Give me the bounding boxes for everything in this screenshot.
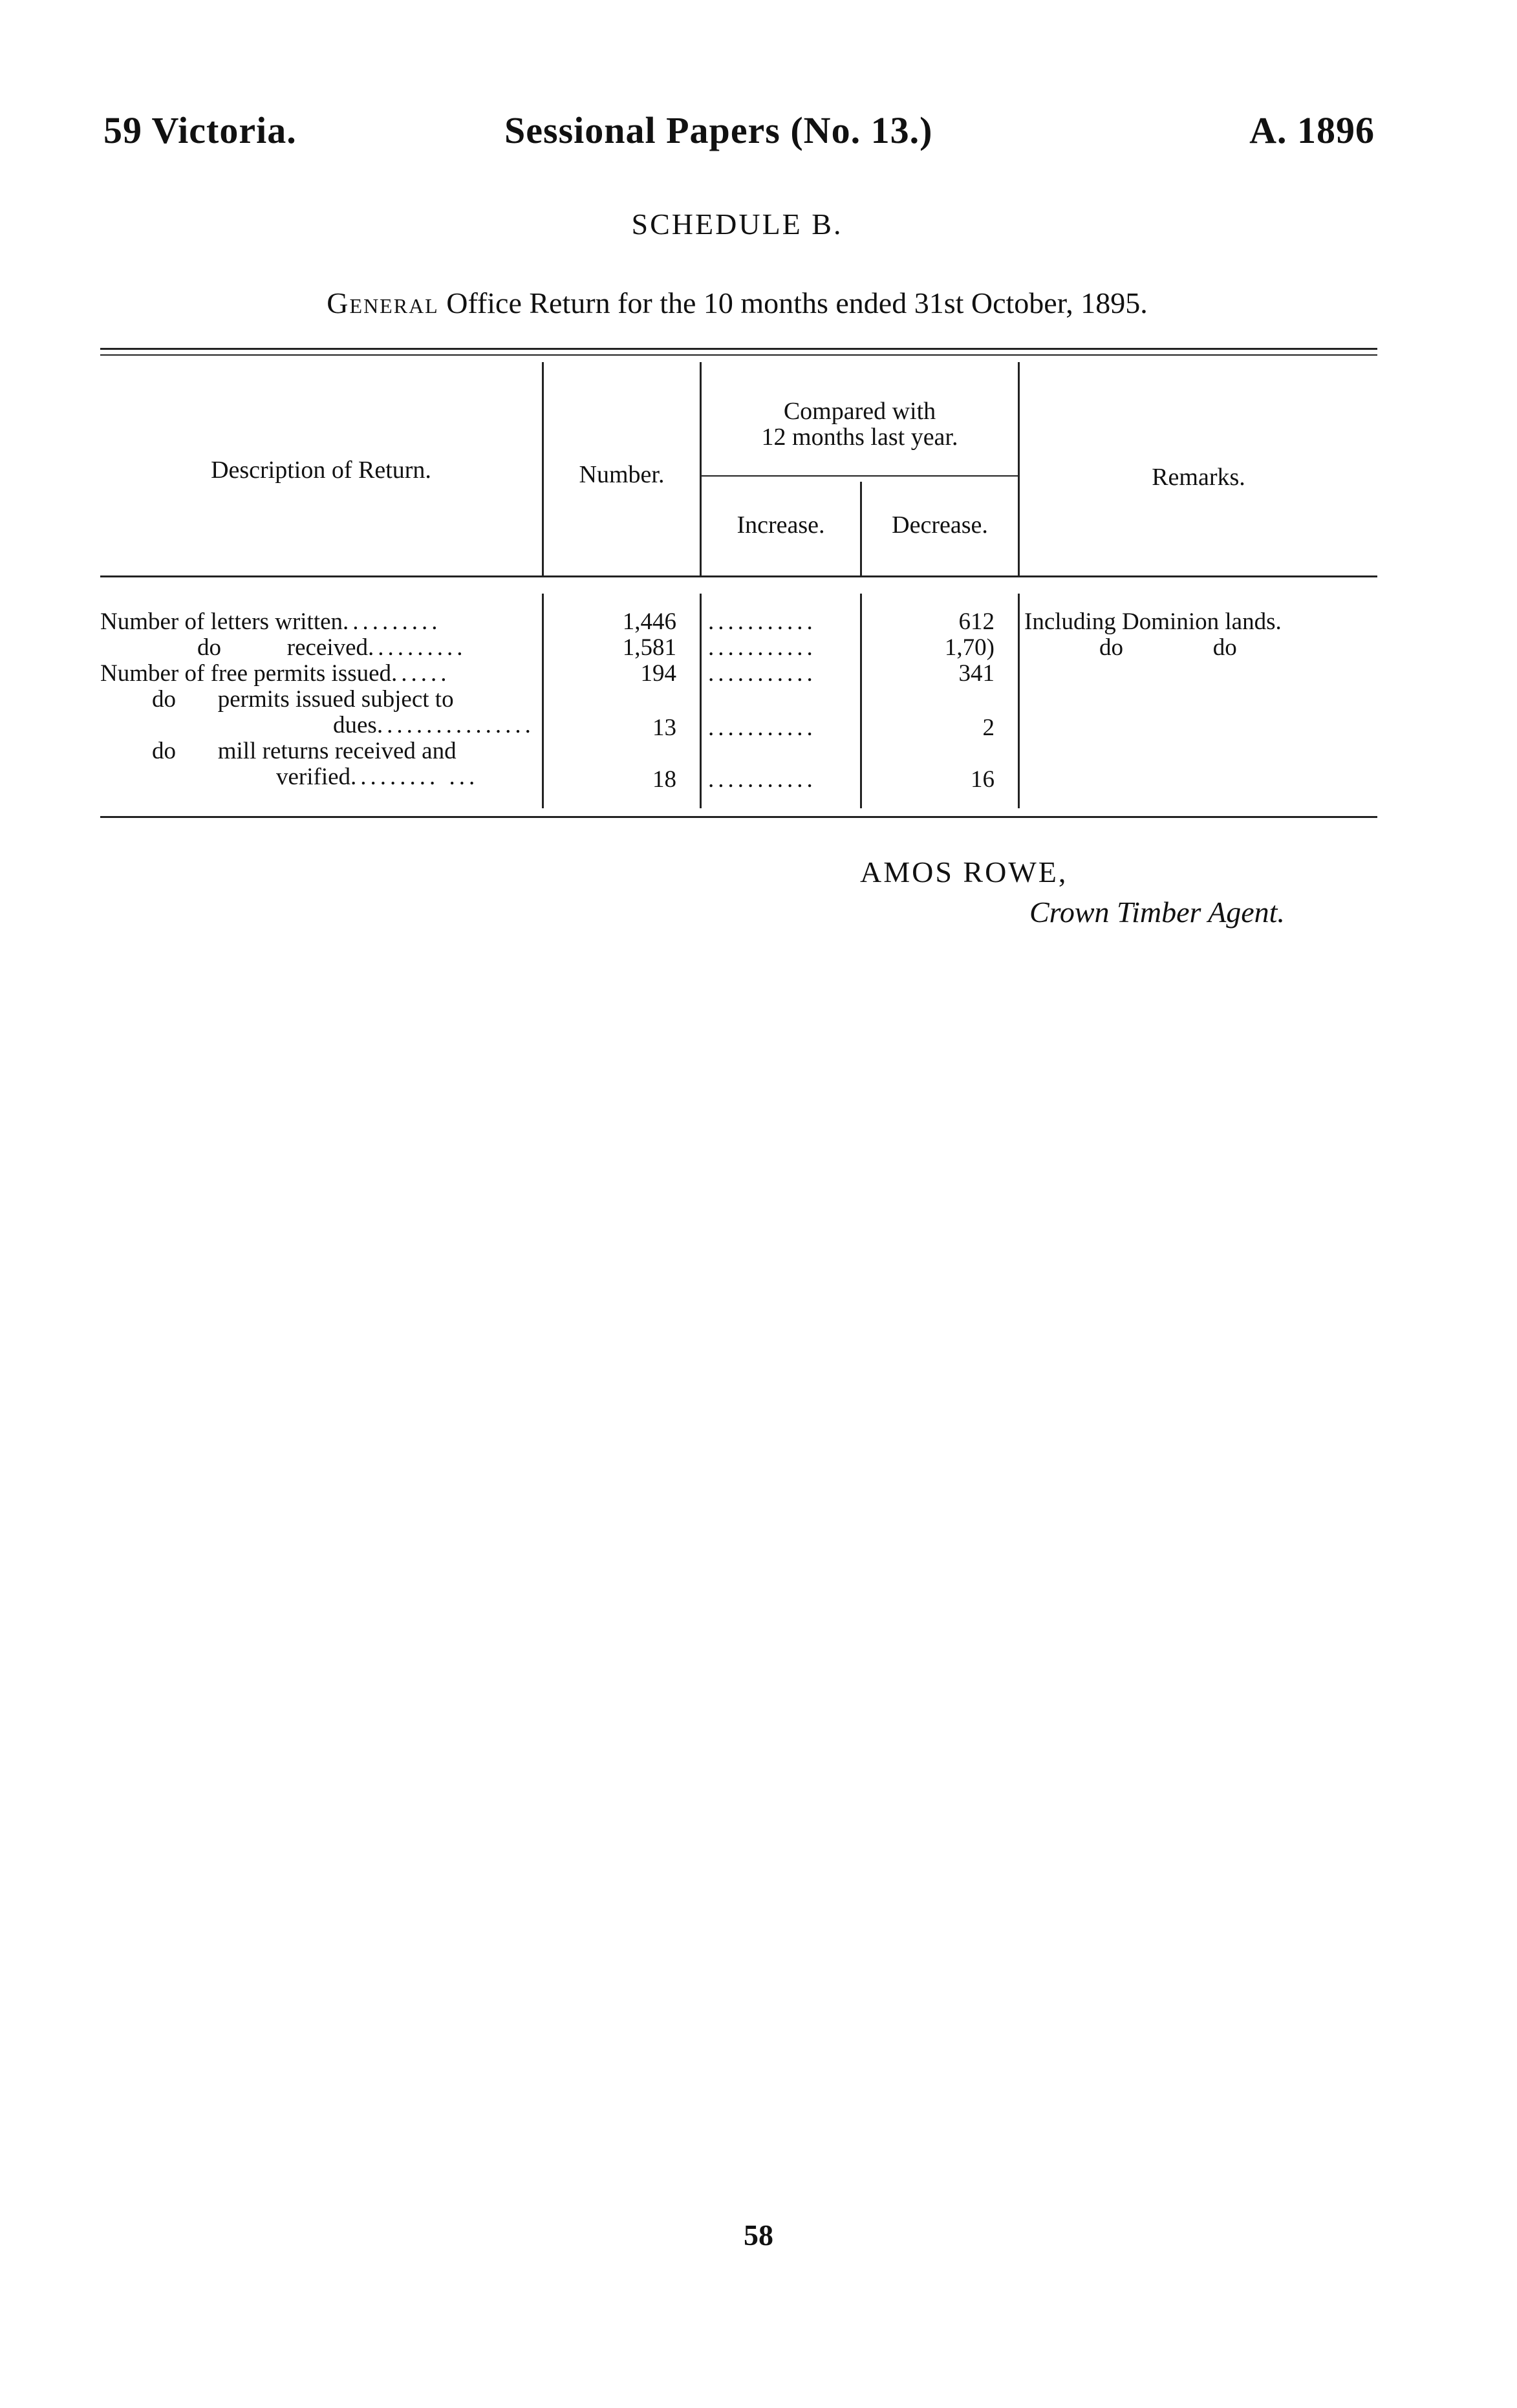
leader-dots: .......... bbox=[343, 608, 442, 635]
row-increase-leader: ........... bbox=[708, 715, 817, 741]
header-compared-line2: 12 months last year. bbox=[761, 424, 958, 451]
table-row bbox=[100, 635, 540, 661]
header-papers: Sessional Papers (No. 13.) bbox=[504, 109, 933, 151]
row-description-cont: dues bbox=[333, 712, 377, 738]
table-row bbox=[100, 738, 540, 764]
table-row bbox=[100, 609, 540, 635]
header-increase: Increase. bbox=[737, 511, 825, 539]
row-increase-leader: ........... bbox=[708, 608, 817, 635]
table-top-rule-2 bbox=[100, 354, 1377, 356]
row-description-cont: verified bbox=[276, 764, 351, 790]
table-row-continuation bbox=[100, 713, 540, 738]
row-number: 1,446 bbox=[622, 608, 676, 635]
table-row bbox=[100, 661, 540, 687]
header-bottom-rule bbox=[100, 575, 1377, 577]
row-description: Number of free permits issued bbox=[100, 660, 392, 687]
col-divider bbox=[700, 362, 702, 575]
row-increase-leader: ........... bbox=[708, 634, 817, 661]
row-description: Number of letters written bbox=[100, 608, 343, 635]
subtitle-lead: General bbox=[327, 286, 439, 319]
leader-dots: .......... bbox=[368, 634, 467, 661]
table-top-rule bbox=[100, 348, 1377, 350]
row-decrease: 612 bbox=[958, 608, 995, 635]
header-year: A. 1896 bbox=[1249, 109, 1375, 151]
row-number: 18 bbox=[652, 766, 676, 793]
row-remarks: Including Dominion lands. bbox=[1024, 608, 1282, 635]
row-number: 194 bbox=[640, 660, 676, 687]
row-remarks: do do bbox=[1099, 634, 1237, 661]
row-number: 13 bbox=[652, 715, 676, 741]
row-number: 1,581 bbox=[622, 634, 676, 661]
row-decrease: 341 bbox=[958, 660, 995, 687]
header-description: Description of Return. bbox=[211, 457, 431, 484]
compared-subrule bbox=[702, 475, 1018, 477]
row-description: do permits issued subject to bbox=[152, 686, 454, 713]
row-decrease: 1,70) bbox=[944, 634, 995, 661]
table-bottom-rule bbox=[100, 816, 1377, 818]
table-row bbox=[100, 687, 540, 713]
row-decrease: 2 bbox=[982, 715, 995, 741]
header-number: Number. bbox=[579, 461, 665, 488]
row-description: do received bbox=[197, 634, 369, 661]
leader-dots: ......... ... bbox=[350, 764, 479, 790]
leader-dots: ...... bbox=[391, 660, 451, 687]
subtitle-rest: Office Return for the 10 months ended 31st October, 1895. bbox=[446, 286, 1148, 319]
signature-title: Crown Timber Agent. bbox=[1029, 896, 1285, 929]
page-number: 58 bbox=[744, 2219, 773, 2252]
table-row-continuation bbox=[100, 764, 540, 790]
row-increase-leader: ........... bbox=[708, 660, 817, 687]
row-increase-leader: ........... bbox=[708, 766, 817, 793]
row-description: do mill returns received and bbox=[152, 738, 457, 764]
row-decrease: 16 bbox=[971, 766, 995, 793]
leader-dots: ................ bbox=[376, 712, 535, 738]
header-session: 59 Victoria. bbox=[103, 109, 297, 151]
schedule-title: SCHEDULE B. bbox=[631, 208, 843, 241]
header-compared-line1: Compared with bbox=[783, 398, 936, 425]
header-decrease: Decrease. bbox=[892, 511, 988, 539]
header-remarks: Remarks. bbox=[1152, 464, 1245, 491]
col-divider bbox=[700, 594, 702, 808]
signature-name: AMOS ROWE, bbox=[860, 855, 1068, 888]
return-table bbox=[0, 0, 1517, 841]
col-divider bbox=[1018, 594, 1020, 808]
